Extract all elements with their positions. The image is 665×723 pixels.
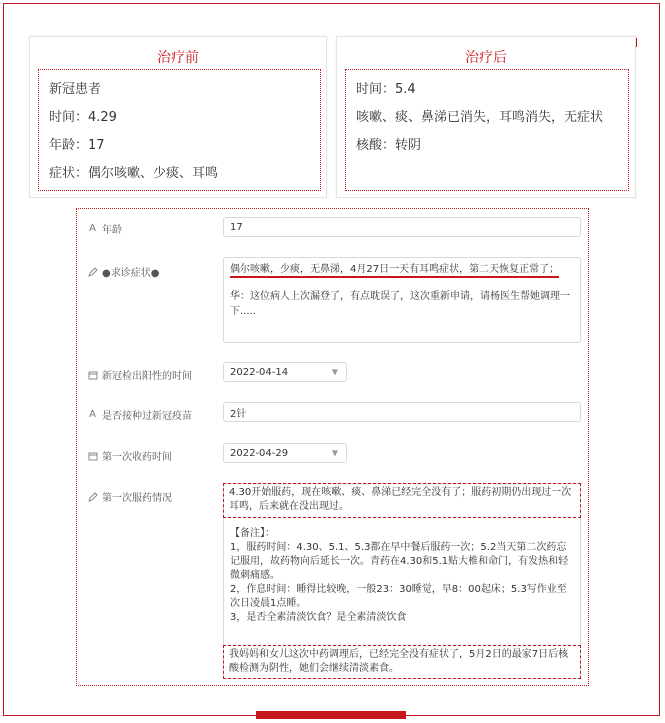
age-label-row <box>87 221 122 236</box>
positive-date-label-row <box>87 367 192 382</box>
chevron-down-icon: ▼ <box>331 367 338 377</box>
first-med-followup-box <box>223 645 581 679</box>
consultation-form <box>76 208 589 686</box>
symptoms-label-row <box>87 264 159 279</box>
font-a-icon: A <box>89 223 96 234</box>
after-treatment-card <box>336 36 636 198</box>
positive-date-value: 2022-04-14 <box>230 366 289 378</box>
patient-type: 新冠患者 <box>49 82 102 97</box>
remark-item: 2，作息时间：睡得比较晚，一般23：30睡觉，早8：00起床；5.3写作业至次日凌晨1点睡。 <box>230 584 567 609</box>
symptoms-note: 华：这位病人上次漏登了，有点耽误了，这次重新申请，请杨医生帮她调理一下..... <box>230 291 570 317</box>
nucleic-acid-result: 核酸：转阴 <box>356 138 422 153</box>
before-treatment-title: 治疗前 <box>157 50 199 66</box>
before-treatment-details <box>38 69 321 191</box>
vaccine-label: 是否接种过新冠疫苗 <box>102 411 192 422</box>
edit-icon <box>87 491 98 502</box>
first-med-summary: 4.30开始服药，现在咳嗽、痰、鼻涕已经完全没有了；服药初期仍出现过一次耳鸣，后来就在没出现过。 <box>229 487 572 512</box>
positive-date-label: 新冠检出阳性的时间 <box>102 371 192 382</box>
first-med-followup: 我妈妈和女儿这次中药调理后，已经完全没有症状了，5月2日的最家7日后核酸检测为阴性，她们会继续清淡素食。 <box>229 649 569 674</box>
before-treatment-card <box>29 36 327 198</box>
after-treatment-title: 治疗后 <box>465 50 507 66</box>
symptoms-highlight: 偶尔咳嗽，少痰，无鼻涕，4月27日一天有耳鸣症状，第二天恢复正常了； <box>230 264 559 278</box>
first-med-date-label: 第一次收药时间 <box>102 452 172 463</box>
first-med-remarks <box>230 527 576 625</box>
before-date: 时间：4.29 <box>49 110 117 125</box>
first-med-label-row <box>87 489 172 504</box>
symptoms-textarea[interactable] <box>223 257 581 343</box>
after-treatment-details <box>345 69 629 191</box>
first-med-date-select[interactable] <box>223 443 347 463</box>
after-symptoms: 咳嗽、痰、鼻涕已消失，耳鸣消失，无症状 <box>356 110 604 125</box>
vaccine-input[interactable]: 2针 <box>223 402 581 422</box>
positive-date-select[interactable] <box>223 362 347 382</box>
first-med-date-label-row <box>87 448 172 463</box>
remark-item: 1，服药时间：4.30、5.1、5.3都在早中餐后服药一次；5.2当天第二次药忘记服用，故药物向后延长一次。青药在4.30和5.1贴大椎和命门，有发热和轻微刺痛感。 <box>230 542 569 581</box>
font-a-icon: A <box>89 409 96 420</box>
first-med-highlight-box <box>223 483 581 518</box>
bottom-accent-bar <box>256 711 406 719</box>
first-med-label: 第一次服药情况 <box>102 493 172 504</box>
patient-age: 年龄：17 <box>49 138 105 153</box>
chevron-down-icon: ▼ <box>331 448 338 458</box>
after-date: 时间：5.4 <box>356 82 416 97</box>
calendar-icon <box>87 450 98 461</box>
calendar-icon <box>87 369 98 380</box>
remark-item: 3，是否全素清淡饮食？是全素清淡饮食 <box>230 612 407 623</box>
first-med-date-value: 2022-04-29 <box>230 447 289 459</box>
symptoms-label: ●求诊症状● <box>102 268 160 279</box>
before-symptoms: 症状：偶尔咳嗽、少痰、耳鸣 <box>49 166 219 181</box>
vaccine-label-row <box>87 407 192 422</box>
age-label: 年龄 <box>102 225 122 236</box>
age-input[interactable]: 17 <box>223 217 581 237</box>
remark-title: 【备注】： <box>230 528 275 539</box>
edit-icon <box>87 266 98 277</box>
